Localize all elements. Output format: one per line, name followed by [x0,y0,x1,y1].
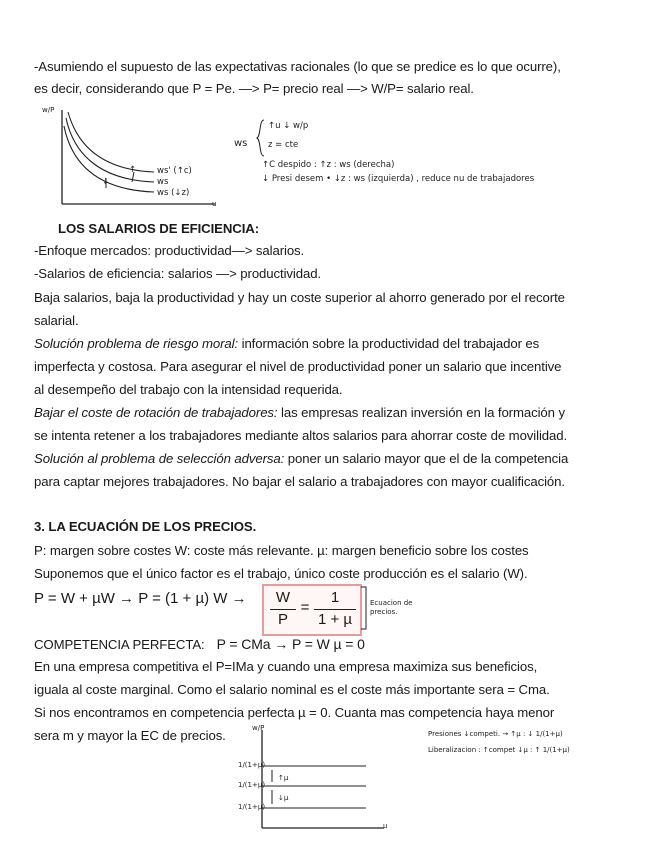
tick-label-mid: 1/(1+µ) [238,781,266,789]
ws-prime-label: ws' (↑c) [157,166,192,176]
competition-line [34,636,365,653]
price-formula: P = W + µW → P = (1 + µ) W → [34,590,247,607]
arrow-up-icon: ↑ [129,165,137,175]
eff-line-4: salarial. [34,313,79,328]
eff-line-2: -Salarios de eficiencia: salarios —> productividad. [34,266,322,281]
label-mu-up: ↑µ [278,774,289,782]
brace-line-2: z = cte [268,140,299,150]
seleccion-label: Solución al problema de selección adversa: [34,451,285,466]
sketch2-y-label: w/P [252,724,265,732]
competition-label: COMPETENCIA PERFECTA: [34,637,205,652]
formula-bracket-icon [360,586,368,630]
frac-left-num: W [275,589,291,606]
frac-right-num: 1 [330,589,340,606]
sketch1-x-label: u [212,200,217,208]
eff-line-10 [34,451,568,467]
ps-lines-sketch [244,728,394,832]
brace-line-1: ↑u ↓ w/p [268,121,309,131]
note-presiones: Presiones ↓competi. → ↑µ : ↓ 1/(1+µ) [428,730,563,738]
competition-formula: P = CMa → P = W µ = 0 [216,636,365,652]
intro-line-1: -Asumiendo el supuesto de las expectativas racionales (lo que se predice es lo que ocurre), [34,59,561,74]
seleccion-text: poner un salario mayor que el de la competencia [284,451,569,466]
prices-line-6: sera m y mayor la EC de precios. [34,728,226,743]
arrow-down-icon: ↓ [102,177,110,187]
note-presion: ↓ Presi desem • ↓z : ws (izquierda) , reduce nu de trabajadores [262,174,535,184]
eff-line-3: Baja salarios, baja la productividad y hay un coste superior al ahorro generado por el recorte [34,290,565,305]
eff-line-5 [34,336,539,352]
ws-label: ws [157,177,169,187]
prices-line-1: P: margen sobre costes W: coste más relevante. µ: margen beneficio sobre los costes [34,543,529,558]
eff-line-11: para captar mejores trabajadores. No bajar el salario a trabajadores con mayor cualificación. [34,474,565,489]
riesgo-moral-label: Solución problema de riesgo moral: [34,336,239,351]
prices-line-5: Si nos encontramos en competencia perfecta µ = 0. Cuanta mas competencia haya menor [34,705,555,720]
frac-left-den: P [277,611,288,628]
frac-right-den: 1 + µ [317,611,353,628]
frac-equals: = [300,599,310,616]
tick-label-low: 1/(1+µ) [238,803,266,811]
ws-curve [66,118,154,182]
riesgo-moral-text: información sobre la productividad del trabajador es [238,336,540,351]
prices-line-2: Suponemos que el único factor es el trabajo, único coste producción es el salario (W). [34,566,528,581]
prices-title: 3. LA ECUACIÓN DE LOS PRECIOS. [34,519,257,534]
efficiency-title: LOS SALARIOS DE EFICIENCIA: [58,221,259,236]
intro-line-2: es decir, considerando que P = Pe. —> P= precio real —> W/P= salario real. [34,81,474,96]
eff-line-1: -Enfoque mercados: productividad—> salarios. [34,243,305,258]
ws-brace-label: ws [234,138,248,149]
eff-line-6: imperfecta y costosa. Para asegurar el nivel de productividad poner un salario que incentive [34,359,562,374]
sketch2-x-label: u [383,822,388,830]
price-equation-box [262,584,362,636]
label-mu-down: ↓µ [278,794,289,802]
ws-curves-sketch [50,108,230,208]
prices-line-4: iguala al coste marginal. Como el salario nominal es el coste más importante sera = Cma. [34,682,550,697]
eff-line-8 [34,405,565,421]
note-despido: ↑C despido : ↑z : ws (derecha) [262,160,395,170]
ws-low-label: ws (↓z) [157,188,190,198]
tick-label-high: 1/(1+µ) [238,761,266,769]
rotacion-text: las empresas realizan inversión en la formación y [277,405,565,420]
eff-line-9: se intenta retener a los trabajadores mediante altos salarios para ahorrar coste de movilidad. [34,428,568,443]
eff-line-7: al desempeño del trabajo con la intensidad requerida. [34,382,343,397]
note-liberalizacion: Liberalizacion : ↑compet ↓µ : ↑ 1/(1+µ) [428,746,570,754]
sketch1-y-label: w/P [42,106,55,114]
formula-note: Ecuacion de precios. [370,599,413,616]
brace-icon [256,118,266,158]
rotacion-label: Bajar el coste de rotación de trabajadores: [34,405,278,420]
prices-line-3: En una empresa competitiva el P=IMa y cuando una empresa maximiza sus beneficios, [34,659,538,674]
